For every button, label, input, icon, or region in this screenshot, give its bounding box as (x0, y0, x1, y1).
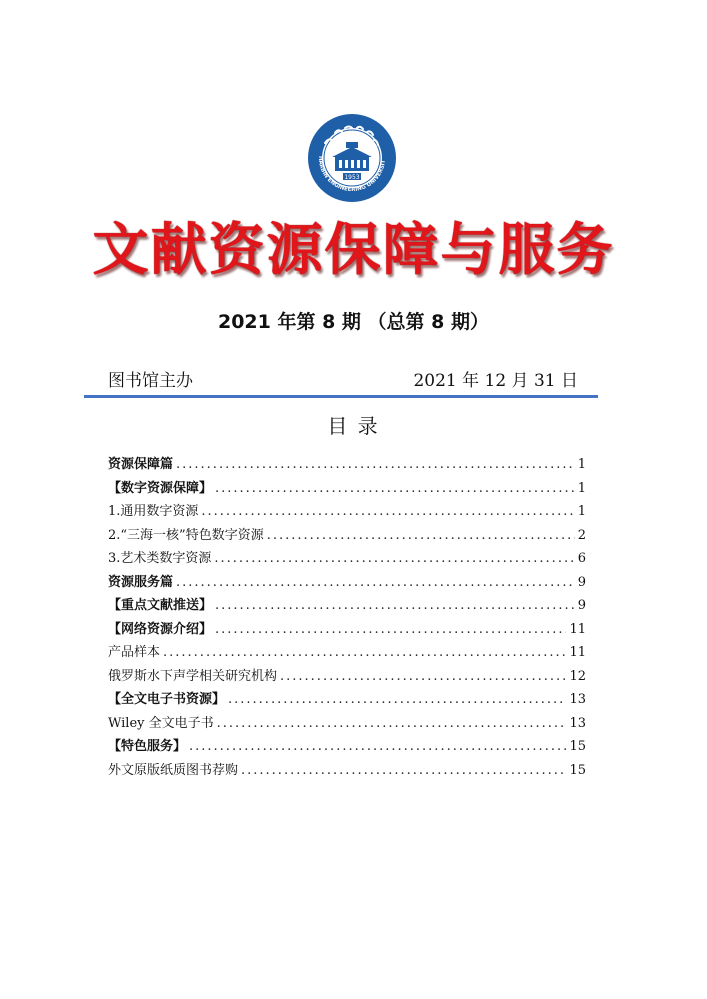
toc-entry-label: 产品样本 (108, 645, 161, 660)
toc-entry-page: 2 (577, 527, 586, 543)
toc-entry[interactable] (108, 524, 586, 548)
toc-entry-page: 9 (577, 598, 586, 613)
toc-leader-dots (163, 645, 566, 660)
toc-leader-dots (241, 763, 566, 778)
toc-entry[interactable] (108, 665, 586, 689)
toc-entry-page: 13 (569, 715, 586, 731)
university-seal-icon (307, 113, 397, 203)
toc-entry[interactable] (108, 735, 586, 759)
toc-leader-dots (201, 504, 574, 519)
toc-leader-dots (280, 669, 566, 684)
toc-entry-label: 3.艺术类数字资源 (108, 551, 212, 566)
toc-entry-page: 15 (569, 762, 586, 778)
toc-entry[interactable] (108, 594, 586, 618)
toc-entry[interactable] (108, 712, 586, 736)
publication-title: 文献资源保障与服务 (92, 218, 615, 283)
toc-leader-dots (228, 692, 566, 707)
table-of-contents (108, 453, 586, 782)
toc-entry[interactable] (108, 500, 586, 524)
toc-entry-label: 【数字资源保障】 (108, 480, 213, 496)
toc-entry[interactable] (108, 641, 586, 665)
toc-entry-label: 资源保障篇 (108, 457, 174, 472)
toc-entry-page: 9 (577, 574, 586, 590)
toc-entry[interactable] (108, 759, 586, 783)
toc-entry[interactable] (108, 571, 586, 595)
issue-number: 2021 年第 8 期 （总第 8 期） (217, 311, 489, 333)
toc-leader-dots (189, 739, 566, 754)
toc-entry-page: 1 (577, 480, 586, 496)
toc-entry-label: 资源服务篇 (108, 574, 174, 590)
toc-entry-page: 11 (569, 621, 586, 637)
toc-entry-label: Wiley 全文电子书 (108, 715, 214, 731)
toc-entry[interactable] (108, 547, 586, 571)
toc-entry[interactable] (108, 618, 586, 642)
toc-leader-dots (176, 457, 575, 472)
toc-leader-dots (215, 598, 575, 613)
toc-leader-dots (214, 551, 574, 566)
toc-entry-label: 【重点文献推送】 (108, 598, 213, 613)
toc-entry-page: 1 (577, 457, 586, 472)
toc-entry-page: 15 (569, 739, 586, 754)
toc-entry[interactable] (108, 453, 586, 477)
toc-leader-dots (215, 481, 575, 496)
header-divider (84, 395, 598, 398)
toc-leader-dots (217, 716, 567, 731)
toc-entry-label: 2.“三海一核”特色数字资源 (108, 527, 264, 543)
toc-entry-label: 俄罗斯水下声学相关研究机构 (108, 668, 278, 684)
toc-entry-label: 【特色服务】 (108, 739, 187, 754)
seal-year: 1953 (344, 174, 360, 181)
publication-date: 2021 年 12 月 31 日 (413, 371, 578, 391)
publisher: 图书馆主办 (108, 371, 193, 391)
toc-entry-page: 6 (577, 551, 586, 566)
toc-entry-label: 【全文电子书资源】 (108, 692, 226, 707)
toc-entry-page: 12 (569, 668, 586, 684)
toc-leader-dots (267, 528, 575, 543)
toc-entry-label: 外文原版纸质图书荐购 (108, 762, 239, 778)
toc-entry[interactable] (108, 688, 586, 712)
toc-entry-label: 1.通用数字资源 (108, 504, 199, 519)
toc-entry-label: 【网络资源介绍】 (108, 621, 213, 637)
toc-leader-dots (215, 622, 566, 637)
toc-entry-page: 13 (569, 692, 586, 707)
toc-entry[interactable] (108, 477, 586, 501)
toc-leader-dots (176, 575, 575, 590)
toc-entry-page: 11 (569, 645, 586, 660)
toc-entry-page: 1 (577, 504, 586, 519)
seal-text: HARBIN ENGINEERING UNIVERSIT (316, 155, 387, 194)
toc-title: 目 录 (327, 414, 380, 438)
